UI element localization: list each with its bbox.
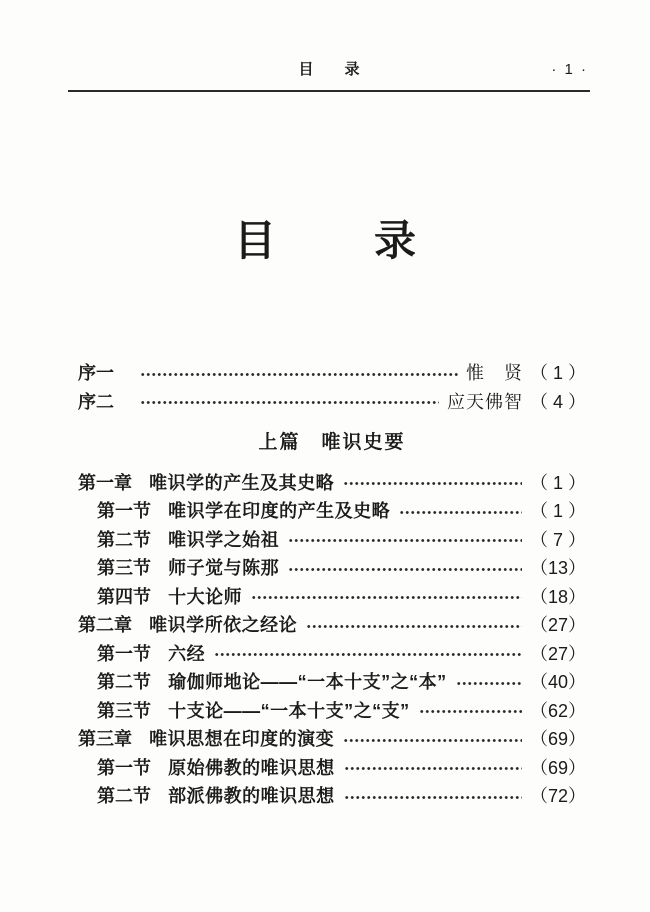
toc-entry-title: 唯识思想在印度的演变 bbox=[149, 729, 335, 749]
dot-leader bbox=[399, 510, 522, 515]
toc-entry-page: （ 4 ） bbox=[529, 391, 586, 412]
dot-leader bbox=[306, 624, 522, 629]
toc-entry-label: 第二章 bbox=[78, 615, 132, 635]
dot-leader bbox=[343, 481, 522, 486]
toc-entry-page: （13） bbox=[529, 558, 586, 578]
toc-entry-page: （72） bbox=[529, 786, 586, 806]
toc-entry-label: 序一 bbox=[78, 363, 114, 383]
toc-entry-page: （ 1 ） bbox=[529, 501, 586, 521]
dot-leader bbox=[343, 738, 522, 743]
toc-entry-page: （ 1 ） bbox=[529, 472, 586, 493]
toc-entry-label: 第三章 bbox=[78, 729, 132, 749]
toc-row bbox=[78, 730, 586, 748]
toc-entry-label: 第一章 bbox=[78, 472, 132, 493]
toc-entry-title: 唯识学在印度的产生及史略 bbox=[168, 501, 391, 521]
toc-entry-title: 十支论——“一本十支”之“支” bbox=[168, 700, 410, 721]
toc-row bbox=[78, 673, 586, 691]
toc-entry-label: 第三节 bbox=[97, 700, 151, 721]
header-rule bbox=[68, 90, 590, 92]
toc-entry-label: 第一节 bbox=[97, 643, 151, 664]
toc-entry-page: （18） bbox=[529, 586, 586, 607]
toc-entry-title: 部派佛教的唯识思想 bbox=[168, 786, 335, 806]
toc-entry-page: （27） bbox=[529, 643, 586, 664]
dot-leader bbox=[140, 372, 458, 377]
toc-entry-title: 师子觉与陈那 bbox=[168, 558, 280, 578]
toc-entry-title: 唯识学的产生及其史略 bbox=[149, 472, 335, 493]
toc-row bbox=[78, 645, 586, 663]
dot-leader bbox=[344, 795, 522, 800]
dot-leader bbox=[251, 595, 522, 600]
toc-entry-page: （27） bbox=[529, 615, 586, 635]
toc-entry-title: 唯识学所依之经论 bbox=[149, 615, 298, 635]
dot-leader bbox=[344, 766, 522, 771]
toc-entry-title: 六经 bbox=[168, 643, 206, 664]
toc-entry-label: 第二节 bbox=[97, 786, 151, 806]
dot-leader bbox=[456, 681, 522, 686]
part-heading: 上篇 唯识史要 bbox=[258, 431, 406, 453]
toc-entry-page: （69） bbox=[529, 757, 586, 778]
toc-row bbox=[78, 559, 586, 577]
toc-entry-label: 第二节 bbox=[97, 672, 151, 692]
toc-entry-title: 原始佛教的唯识思想 bbox=[168, 757, 335, 778]
toc-row bbox=[78, 616, 586, 634]
toc-row bbox=[78, 702, 586, 720]
toc-row bbox=[78, 502, 586, 520]
toc-entry-label: 第一节 bbox=[97, 757, 151, 778]
toc-entry-title: 唯识学之始祖 bbox=[168, 529, 280, 550]
toc-entry-page: （ 1 ） bbox=[529, 363, 586, 383]
toc-row bbox=[78, 474, 586, 492]
toc-row bbox=[78, 759, 586, 777]
toc-entry-label: 序二 bbox=[78, 391, 114, 412]
toc-row bbox=[78, 393, 586, 411]
toc-row bbox=[78, 531, 586, 549]
toc-entry-label: 第三节 bbox=[97, 558, 151, 578]
running-header-title: 目 录 bbox=[298, 61, 368, 78]
toc-list bbox=[78, 364, 586, 805]
toc-entry-page: （69） bbox=[529, 729, 586, 749]
toc-entry-page: （40） bbox=[529, 672, 586, 692]
toc-entry-label: 第四节 bbox=[97, 586, 151, 607]
dot-leader bbox=[214, 652, 522, 657]
toc-row bbox=[78, 364, 586, 382]
toc-entry-author: 应天佛智 bbox=[446, 391, 523, 412]
dot-leader bbox=[288, 538, 522, 543]
toc-entry-author: 惟 贤 bbox=[465, 363, 523, 383]
toc-row bbox=[78, 588, 586, 606]
dot-leader bbox=[419, 709, 522, 714]
toc-entry-label: 第一节 bbox=[97, 501, 151, 521]
running-header bbox=[70, 62, 588, 77]
running-header-page-number: · 1 · bbox=[551, 61, 589, 78]
toc-entry-title: 瑜伽师地论——“一本十支”之“本” bbox=[168, 672, 447, 692]
dot-leader bbox=[288, 567, 522, 572]
scanned-book-page bbox=[0, 62, 650, 912]
toc-entry-page: （62） bbox=[529, 700, 586, 721]
toc-entry-title: 十大论师 bbox=[168, 586, 243, 607]
toc-entry-label: 第二节 bbox=[97, 529, 151, 550]
toc-entry-page: （ 7 ） bbox=[529, 529, 586, 550]
page-title: 目 录 bbox=[233, 217, 444, 264]
dot-leader bbox=[140, 400, 439, 405]
toc-row bbox=[78, 787, 586, 805]
